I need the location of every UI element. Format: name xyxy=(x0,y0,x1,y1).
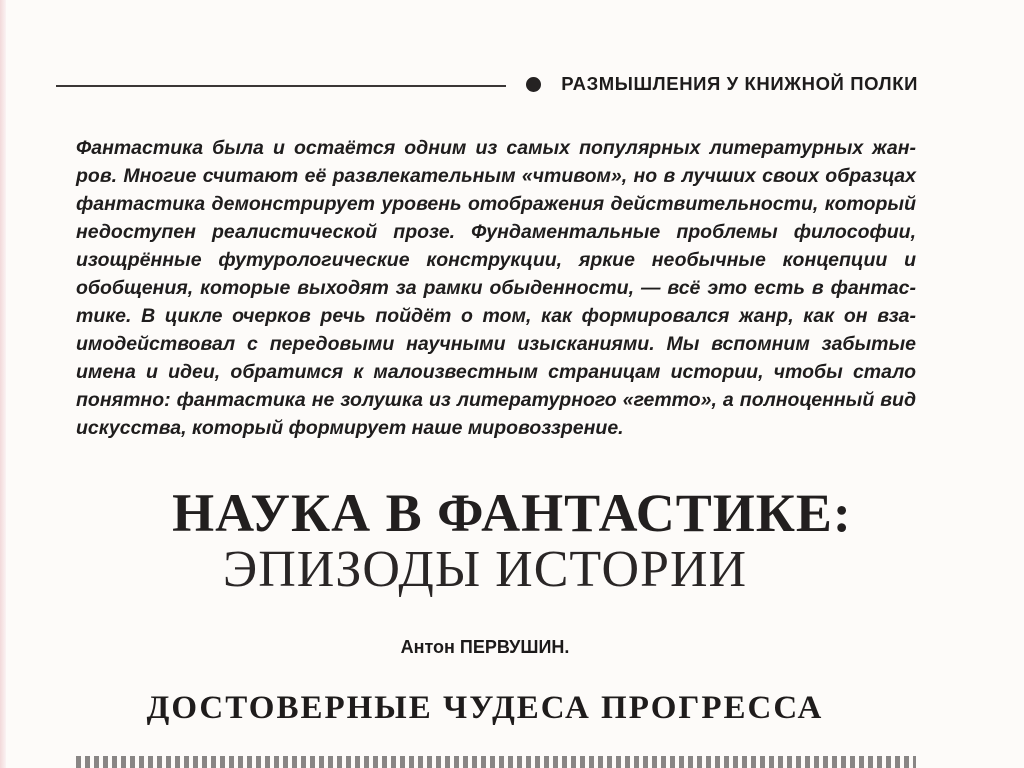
intro-line: изощрённые футурологические конструкции, яркие необычные концепции и xyxy=(76,249,916,271)
intro-line: фантастика демонстрирует уровень отображения действительности, который xyxy=(76,193,916,215)
section-heading: ДОСТОВЕРНЫЕ ЧУДЕСА ПРОГРЕССА xyxy=(146,690,824,726)
intro-line: Фантастика была и остаётся одним из самых популярных литературных жан- xyxy=(76,137,916,159)
section-header xyxy=(56,70,918,100)
intro-line: понятно: фантастика не золушка из литературного «гетто», а полноценный вид xyxy=(76,389,916,411)
intro-line: тике. В цикле очерков речь пойдёт о том, как формировался жанр, как он вза- xyxy=(76,305,916,327)
intro-line: недоступен реалистической прозе. Фундаментальные проблемы философии, xyxy=(76,221,916,243)
intro-line: обобщения, которые выходят за рамки обыденности, — всё это есть в фантас- xyxy=(76,277,916,299)
intro-line: искусства, который формирует наше мировоззрение. xyxy=(76,417,624,439)
intro-line: имена и идеи, обратимся к малоизвестным страницам истории, чтобы стало xyxy=(76,361,916,383)
header-rule xyxy=(56,85,506,87)
body-text-cutoff xyxy=(76,752,916,768)
bullet-dot-icon xyxy=(526,77,541,92)
article-author: Антон ПЕРВУШИН. xyxy=(400,637,570,657)
intro-line: ров. Многие считают её развлекательным «чтивом», но в лучших своих образцах xyxy=(76,165,916,187)
intro-line: имодействовал с передовыми научными изысканиями. Мы вспомним забытые xyxy=(76,333,916,355)
article-subtitle: ЭПИЗОДЫ ИСТОРИИ xyxy=(222,541,748,598)
intro-paragraph xyxy=(76,134,916,442)
article-title: НАУКА В ФАНТАСТИКЕ: xyxy=(172,483,852,543)
section-title: РАЗМЫШЛЕНИЯ У КНИЖНОЙ ПОЛКИ xyxy=(561,73,918,94)
